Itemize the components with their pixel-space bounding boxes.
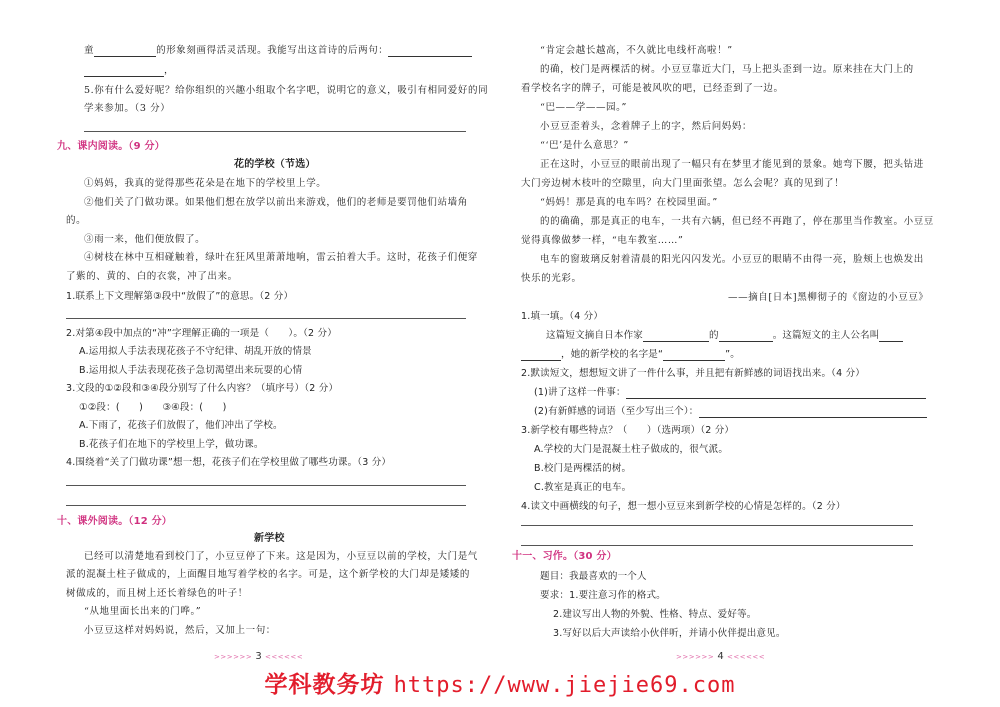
composition-requirement: 3.写好以后大声读给小伙伴听，并请小伙伴提出意见。 (553, 628, 786, 639)
fill-line: 这篇短文摘自日本作家 的 。这篇短文的主人公名叫 (546, 329, 903, 342)
question-2: 2.默读短文，想想短文讲了一件什么事，并且把有新鲜感的词语找出来。（4 分） (521, 368, 865, 379)
question-5-cont: 学来参加。（3 分） (84, 103, 171, 114)
answer-blank[interactable] (521, 350, 561, 361)
passage-title: 花的学校（节选） (234, 159, 316, 170)
passage-paragraph: 电车的窗玻璃反射着清晨的阳光闪闪发光。小豆豆的眼睛不由得一亮，脸颊上也焕发出 (540, 254, 924, 265)
passage-paragraph: 小豆豆这样对妈妈说，然后，又加上一句： (84, 625, 276, 636)
section-heading: 十一、习作。（30 分） (512, 551, 617, 562)
page-number: >>>>>> 4 <<<<<< (676, 651, 766, 662)
watermark-brand: 学科教务坊 (264, 672, 385, 698)
question-4: 4.围绕着“关了门做功课”想一想，花孩子们在学校里做了哪些功课。（3 分） (66, 457, 392, 468)
passage-paragraph: 快乐的光彩。 (521, 273, 582, 284)
passage-source: ——摘自[日本]黑柳彻子的《窗边的小豆豆》 (728, 292, 929, 303)
passage-title: 新学校 (254, 533, 285, 544)
answer-blank[interactable] (388, 46, 472, 57)
answer-line[interactable] (66, 318, 466, 319)
passage-paragraph: 的。 (66, 215, 87, 226)
passage-paragraph: 看学校名字的牌子，可能是被风吹的吧，已经歪到了一边。 (521, 83, 784, 94)
sub-question: (1)讲了这样一件事： (534, 386, 926, 399)
page-number: >>>>>> 3 <<<<<< (214, 651, 304, 662)
answer-blank[interactable] (879, 331, 903, 342)
left-page: 童 的形象刻画得活灵活现。我能写出这首诗的后两句： ， 5.你有什么爱好呢？给你组织的兴趣小组取个名字吧，说明它的意义，吸引有相同爱好的同 学来参加。（3 分） 九、课内阅读。（9 分） 花的学校（节选） ①妈妈，我真的觉得那些花朵是在地下的学校里上学。 ②他们关了门做功课。如果他们想在放学以前出来游戏，他们的老师是要罚他们站墙角 的。 ③雨一来，他们便放假了。 ④树枝在林中互相碰触着，绿叶在狂风里萧萧地响，雷云拍着大手。这时，花孩子们便穿 了紫的、黄的、白的衣裳，冲了出来。 1.联系上下文理解第③段中“放假了”的意思。（2 分） 2.对第④段中加点的“冲”字理解正确的一项是（ ）。（2 分） A.运用拟人手法表现花孩子不守纪律、胡乱开放的情景 B.运用拟人手法表现花孩子急切渴望出来玩耍的心情 3.文段的①②段和③④段分别写了什么内容？（填序号）（2 分） ①②段：( ) ③④段：( ) A.下雨了，花孩子们放假了，他们冲出了学校。 B.花孩子们在地下的学校里上学，做功课。 4.围绕着“关了门做功课”想一想，花孩子们在学校里做了哪些功课。（3 分） 十、课外阅读。（12 分） 新学校 已经可以清楚地看到校门了，小豆豆停了下来。这是因为，小豆豆以前的学校，大门是气 派的混凝土柱子做成的，上面醒目地写着学校的名字。可是，这个新学校的大门却是矮矮的 树做成的，而且树上还长着绿色的叶子！ “从地里面长出来的门哗。” 小豆豆这样对妈妈说，然后，又加上一句： >>>>>> 3 <<<<<< (57, 45, 489, 662)
passage-paragraph: ④树枝在林中互相碰触着，绿叶在狂风里萧萧地响，雷云拍着大手。这时，花孩子们便穿 (84, 252, 478, 263)
passage-paragraph: “从地里面长出来的门哗。” (84, 606, 202, 617)
right-page (500, 0, 1000, 707)
option-a[interactable]: A.运用拟人手法表现花孩子不守纪律、胡乱开放的情景 (79, 346, 312, 357)
watermark (0, 666, 1000, 699)
fill-line: ，她的新学校的名字是“ ”。 (521, 348, 740, 361)
passage-paragraph: 正在这时，小豆豆的眼前出现了一幅只有在梦里才能见到的景象。她弯下腰，把头钻进 (540, 159, 924, 170)
passage-paragraph: 觉得真像做梦一样，“电车教室……” (521, 235, 684, 246)
passage-paragraph: 小豆豆歪着头，念着牌子上的字，然后问妈妈： (540, 121, 753, 132)
answer-line[interactable] (84, 131, 466, 132)
answer-line[interactable] (66, 505, 466, 506)
option-b[interactable]: B.运用拟人手法表现花孩子急切渴望出来玩耍的心情 (79, 365, 303, 376)
question-3: 3.文段的①②段和③④段分别写了什么内容？（填序号）（2 分） (66, 383, 339, 394)
passage-paragraph: ③雨一来，他们便放假了。 (84, 234, 206, 245)
answer-blank[interactable] (84, 66, 164, 77)
passage-paragraph: 了紫的、黄的、白的衣裳，冲了出来。 (66, 271, 238, 282)
passage-paragraph: “巴——学——园。” (540, 102, 627, 113)
option-b[interactable]: B.校门是两棵活的树。 (534, 463, 632, 474)
passage-paragraph: 已经可以清楚地看到校门了，小豆豆停了下来。这是因为，小豆豆以前的学校，大门是气 (84, 551, 478, 562)
answer-blank[interactable] (626, 388, 926, 399)
passage-paragraph: ①妈妈，我真的觉得那些花朵是在地下的学校里上学。 (84, 178, 327, 189)
question-1: 1.填一填。（4 分） (521, 311, 604, 322)
option-a[interactable]: A.下雨了，花孩子们放假了，他们冲出了学校。 (79, 420, 283, 431)
passage-paragraph: 树做成的，而且树上还长着绿色的叶子！ (66, 588, 248, 599)
option-b[interactable]: B.花孩子们在地下的学校里上学，做功课。 (79, 439, 264, 450)
passage-paragraph: 的的确确，那是真正的电车，一共有六辆，但已经不再跑了，停在那里当作教室。小豆豆 (540, 216, 934, 227)
passage-paragraph: “‘巴’是什么意思？” (540, 140, 629, 151)
question-2: 2.对第④段中加点的“冲”字理解正确的一项是（ ）。（2 分） (66, 328, 337, 339)
answer-line[interactable] (521, 545, 913, 546)
answer-line[interactable] (521, 525, 913, 526)
question-1: 1.联系上下文理解第③段中“放假了”的意思。（2 分） (66, 291, 294, 302)
composition-requirement: 2.建议写出人物的外貌、性格、特点、爱好等。 (553, 609, 757, 620)
answer-blank[interactable] (643, 331, 709, 342)
answer-blank[interactable] (663, 350, 725, 361)
question-5: 5.你有什么爱好呢？给你组织的兴趣小组取个名字吧，说明它的意义，吸引有相同爱好的同 (84, 85, 489, 96)
poem-line: 童 的形象刻画得活灵活现。我能写出这首诗的后两句： (84, 44, 472, 57)
composition-topic: 题目：我最喜欢的一个人 (540, 571, 647, 582)
option-a[interactable]: A.学校的大门是混凝土柱子做成的，很气派。 (534, 444, 729, 455)
sub-question: (2)有新鲜感的词语（至少写出三个）： (534, 405, 927, 418)
passage-paragraph: 的确，校门是两棵活的树。小豆豆靠近大门，马上把头歪到一边。原来挂在大门上的 (540, 64, 914, 75)
passage-paragraph: “肯定会越长越高，不久就比电线杆高啦！” (540, 45, 733, 56)
answer-blanks[interactable]: ①②段：( ) ③④段：( ) (79, 402, 227, 413)
passage-paragraph: 大门旁边树木枝叶的空隙里，向大门里面张望。怎么会呢？真的见到了！ (521, 178, 845, 189)
section-heading: 十、课外阅读。（12 分） (57, 516, 172, 527)
answer-blank[interactable] (699, 407, 927, 418)
section-heading: 九、课内阅读。（9 分） (57, 141, 165, 152)
answer-blank[interactable] (719, 331, 773, 342)
watermark-url[interactable]: https://www.jiejie69.com (393, 673, 736, 698)
composition-requirement: 要求：1.要注意习作的格式。 (540, 590, 666, 601)
passage-paragraph: 派的混凝土柱子做成的，上面醒目地写着学校的名字。可是，这个新学校的大门却是矮矮的 (66, 569, 471, 580)
option-c[interactable]: C.教室是真正的电车。 (534, 482, 632, 493)
answer-line[interactable] (66, 485, 466, 486)
passage-paragraph: ②他们关了门做功课。如果他们想在放学以前出来游戏，他们的老师是要罚他们站墙角 (84, 197, 468, 208)
passage-paragraph: “妈妈！那是真的电车吗？在校园里面。” (540, 197, 718, 208)
answer-blank[interactable] (94, 46, 156, 57)
question-3: 3.新学校有哪些特点？（ ）（选两项）（2 分） (521, 425, 735, 436)
question-4: 4.读文中画横线的句子，想一想小豆豆来到新学校的心情是怎样的。（2 分） (521, 501, 846, 512)
